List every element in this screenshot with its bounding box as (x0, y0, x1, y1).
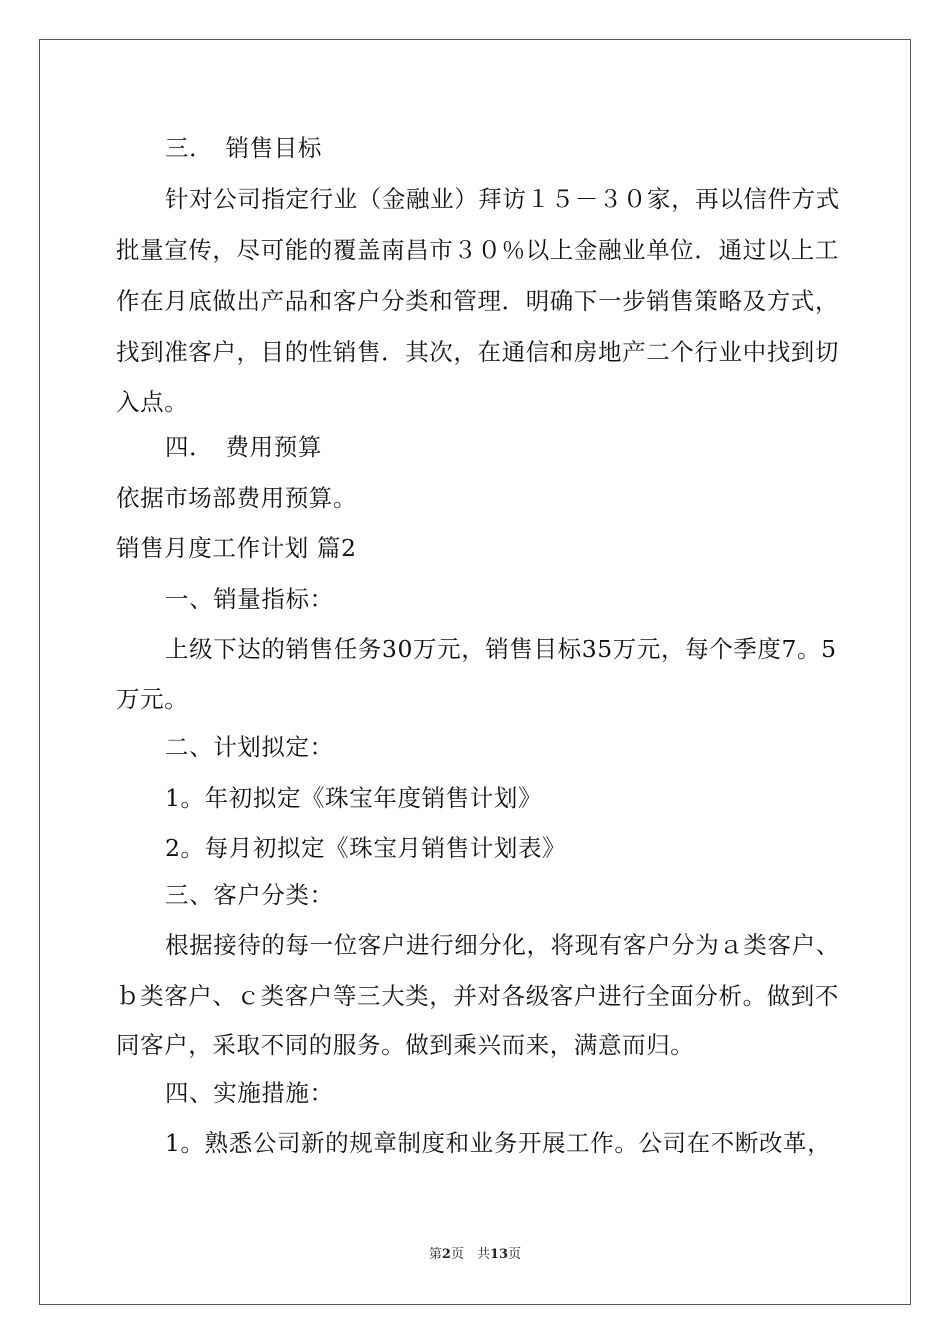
current-page-number: 2 (441, 1247, 451, 1262)
total-pages-number: 13 (489, 1247, 509, 1262)
paragraph-line: ｂ类客户、ｃ类客户等三大类，并对各级客户进行全面分析。做到不 (116, 982, 839, 1010)
list-item: 2。每月初拟定《珠宝月销售计划表》 (165, 834, 567, 862)
section-heading-customers: 三、客户分类： (165, 881, 334, 909)
page-footer (0, 1247, 950, 1263)
page-border (39, 39, 911, 1305)
paragraph-line: 批量宣传，尽可能的覆盖南昌市３０％以上金融业单位．通过以上工 (116, 236, 839, 264)
section-heading-measures: 四、实施措施： (165, 1079, 334, 1107)
paragraph-line: 针对公司指定行业（金融业）拜访１５－３０家，再以信件方式 (165, 185, 840, 213)
article-title: 销售月度工作计划 篇2 (116, 534, 357, 562)
footer-middle: 页 共 (450, 1247, 490, 1262)
paragraph-line: 上级下达的销售任务30万元，销售目标35万元，每个季度7。5 (165, 635, 837, 663)
section-heading-sales-volume: 一、销量指标： (165, 585, 334, 613)
list-item: 1。年初拟定《珠宝年度销售计划》 (165, 784, 543, 812)
paragraph-line: 依据市场部费用预算。 (116, 484, 357, 512)
paragraph-line: 同客户，采取不同的服务。做到乘兴而来，满意而归。 (116, 1031, 695, 1059)
section-heading-budget: 四． 费用预算 (165, 433, 322, 461)
paragraph-line: 找到准客户，目的性销售．其次，在通信和房地产二个行业中找到切 (116, 338, 839, 366)
footer-prefix: 第 (428, 1247, 442, 1262)
paragraph-line: 根据接待的每一位客户进行细分化，将现有客户分为ａ类客户、 (165, 931, 840, 959)
paragraph-line: 作在月底做出产品和客户分类和管理．明确下一步销售策略及方式， (116, 287, 839, 315)
list-item: 1。熟悉公司新的规章制度和业务开展工作。公司在不断改革， (165, 1129, 832, 1157)
section-heading-plan: 二、计划拟定： (165, 733, 334, 761)
paragraph-line: 万元。 (116, 685, 189, 713)
footer-suffix: 页 (508, 1247, 522, 1262)
paragraph-line: 入点。 (116, 388, 189, 416)
section-heading-sales-target: 三． 销售目标 (165, 134, 322, 162)
